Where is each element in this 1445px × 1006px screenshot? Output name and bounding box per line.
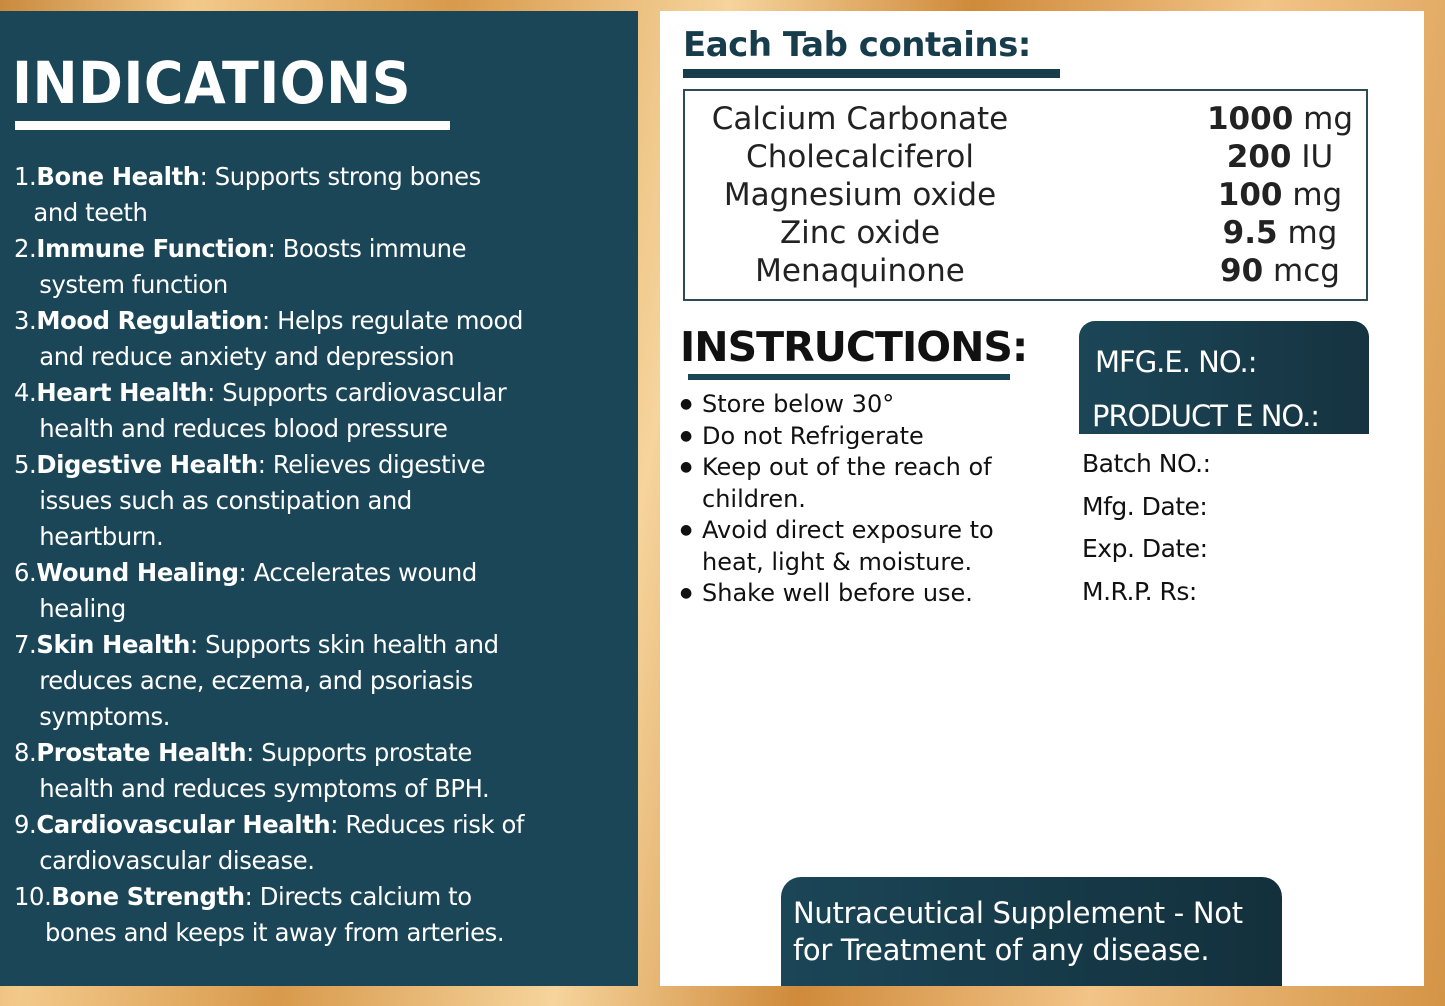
instructions-title: INSTRUCTIONS: xyxy=(680,323,1028,371)
exp-date-label: Exp. Date: xyxy=(1082,534,1208,563)
mrp-label: M.R.P. Rs: xyxy=(1082,576,1197,606)
mfg-e-number-label: MFG.E. NO.: xyxy=(1095,345,1257,379)
composition-row xyxy=(685,177,1366,215)
instructions-title-underline xyxy=(688,374,1010,380)
indications-title: INDICATIONS xyxy=(12,49,412,117)
ingredient-name: Menaquinone xyxy=(755,253,965,289)
indication-item: 10.Bone Strength: Directs calcium to bones and keeps it away from arteries. xyxy=(14,882,505,947)
instruction-item: ● Avoid direct exposure to heat, light & moisture. xyxy=(680,515,1050,578)
indication-item: 9.Cardiovascular Health: Reduces risk of cardiovascular disease. xyxy=(14,810,525,875)
composition-row xyxy=(685,253,1366,291)
ingredient-name: Zinc oxide xyxy=(779,215,941,251)
ingredient-amount: 1000 mg xyxy=(1206,101,1353,137)
indication-heading: Bone Health xyxy=(36,162,200,191)
indication-item: 8.Prostate Health: Supports prostate health and reduces symptoms of BPH. xyxy=(14,738,490,803)
composition-row xyxy=(685,139,1366,177)
indications-panel xyxy=(0,11,638,986)
indication-heading: Immune Function xyxy=(36,234,268,263)
indication-item: 7.Skin Health: Supports skin health and reduces acne, eczema, and psoriasis symptoms. xyxy=(14,630,499,731)
instruction-item: ● Do not Refrigerate xyxy=(680,421,1050,453)
indication-item: 1.Bone Health: Supports strong bones and teeth xyxy=(14,162,481,227)
indication-item: 3.Mood Regulation: Helps regulate mood and reduce anxiety and depression xyxy=(14,306,523,371)
ingredient-name: Magnesium oxide xyxy=(723,177,997,213)
indication-item: 4.Heart Health: Supports cardiovascular health and reduces blood pressure xyxy=(14,378,507,443)
disclaimer-line: for Treatment of any disease. xyxy=(793,933,1210,967)
disclaimer-banner xyxy=(781,877,1282,986)
composition-row xyxy=(685,101,1366,139)
ingredient-name: Calcium Carbonate xyxy=(711,101,1009,137)
product-e-number-label: PRODUCT E NO.: xyxy=(1092,399,1320,433)
ingredient-amount: 9.5 mg xyxy=(1222,215,1338,251)
batch-details xyxy=(1082,443,1211,613)
indication-heading: Heart Health xyxy=(36,378,208,407)
ingredient-name: Cholecalciferol xyxy=(746,139,974,175)
indication-heading: Prostate Health xyxy=(36,738,247,767)
indication-item: 2.Immune Function: Boosts immune system function xyxy=(14,234,467,299)
indication-item: 5.Digestive Health: Relieves digestive issues such as constipation and heartburn. xyxy=(14,450,486,551)
instruction-item: ● Keep out of the reach of children. xyxy=(680,452,1050,515)
composition-title-underline xyxy=(683,69,1060,78)
composition-row xyxy=(685,215,1366,253)
instruction-item: ● Shake well before use. xyxy=(680,578,1050,610)
indication-item: 6.Wound Healing: Accelerates wound healing xyxy=(14,558,477,623)
ingredient-amount: 90 mcg xyxy=(1220,253,1340,289)
indications-list xyxy=(14,159,629,951)
indication-heading: Bone Strength xyxy=(51,882,245,911)
indication-heading: Mood Regulation xyxy=(36,306,263,335)
composition-table xyxy=(683,89,1368,301)
info-panel xyxy=(660,11,1424,986)
mfg-number-box xyxy=(1079,321,1369,434)
instructions-list xyxy=(680,389,1050,610)
ingredient-amount: 200 IU xyxy=(1226,139,1334,175)
composition-title: Each Tab contains: xyxy=(683,25,1031,65)
indication-heading: Wound Healing xyxy=(36,558,239,587)
indication-heading: Digestive Health xyxy=(36,450,258,479)
ingredient-amount: 100 mg xyxy=(1217,177,1343,213)
mfg-date-label: Mfg. Date: xyxy=(1082,491,1208,521)
instruction-item: ● Store below 30° xyxy=(680,389,1050,421)
indication-heading: Cardiovascular Health xyxy=(36,810,331,839)
indications-title-underline xyxy=(15,121,450,130)
disclaimer-line: Nutraceutical Supplement - Not xyxy=(793,896,1243,930)
batch-number-label: Batch NO.: xyxy=(1082,449,1211,478)
indication-heading: Skin Health xyxy=(36,630,190,659)
